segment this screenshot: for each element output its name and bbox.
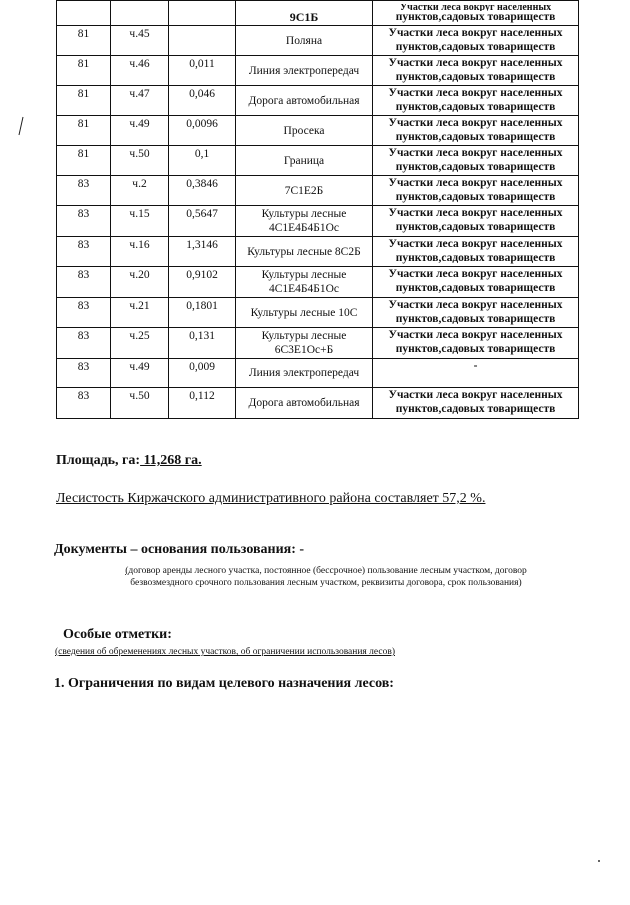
cell-name: Культуры лесные 4С1Е4Б4Б1Ос bbox=[236, 206, 373, 237]
cell-purpose: Участки леса вокруг населенных пунктов,садовых товариществ bbox=[373, 26, 579, 56]
cell-area: 0,5647 bbox=[169, 206, 236, 237]
cell-quarter: 83 bbox=[57, 359, 111, 388]
cell-quarter: 83 bbox=[57, 237, 111, 267]
cell-area: 0,011 bbox=[169, 56, 236, 86]
restrictions-title: 1. Ограничения по видам целевого назначения лесов: bbox=[54, 676, 394, 691]
cell-area: 1,3146 bbox=[169, 237, 236, 267]
table-row bbox=[57, 86, 579, 116]
cell-part: ч.47 bbox=[111, 86, 169, 116]
table-row bbox=[57, 116, 579, 146]
cell-name: Культуры лесные 6С3Е1Ос+Б bbox=[236, 328, 373, 359]
table-row bbox=[57, 146, 579, 176]
cell-purpose: Участки леса вокруг населенных пунктов,садовых товариществ bbox=[373, 176, 579, 206]
cell-name: 9С1Б bbox=[236, 1, 373, 26]
cell-purpose: Участки леса вокруг населенных пунктов,садовых товариществ bbox=[373, 86, 579, 116]
cell-quarter: 83 bbox=[57, 328, 111, 359]
cell-purpose: Участки леса вокруг населенных пунктов,садовых товариществ bbox=[373, 298, 579, 328]
cell-area: 0,0096 bbox=[169, 116, 236, 146]
cell-name: Граница bbox=[236, 146, 373, 176]
cell-part: ч.50 bbox=[111, 146, 169, 176]
cell-part: ч.20 bbox=[111, 267, 169, 298]
forest-parcels-table bbox=[56, 0, 579, 419]
documents-title: Документы – основания пользования: - bbox=[54, 542, 305, 557]
special-marks-note: (сведения об обременениях лесных участков, об ограничении использования лесов) bbox=[55, 647, 395, 657]
cell-name: Культуры лесные 10С bbox=[236, 298, 373, 328]
cell-quarter: 81 bbox=[57, 26, 111, 56]
table-row bbox=[57, 176, 579, 206]
cell-area: 0,009 bbox=[169, 359, 236, 388]
scan-speck bbox=[598, 860, 600, 862]
cell-part: ч.15 bbox=[111, 206, 169, 237]
table-row bbox=[57, 298, 579, 328]
cell-purpose: Участки леса вокруг населенных пунктов,садовых товариществ bbox=[373, 146, 579, 176]
cell-name: 7С1Е2Б bbox=[236, 176, 373, 206]
cell-quarter: 81 bbox=[57, 146, 111, 176]
cell-purpose: Участки леса вокруг населенных пунктов,садовых товариществ bbox=[373, 56, 579, 86]
cell-name: Дорога автомобильная bbox=[236, 388, 373, 419]
table-row bbox=[57, 56, 579, 86]
cell-purpose: Участки леса вокруг населенных пунктов,садовых товариществ bbox=[373, 328, 579, 359]
cell-quarter: 83 bbox=[57, 388, 111, 419]
area-summary bbox=[56, 453, 202, 469]
forest-cover-statement: Лесистость Киржачского административного района составляет 57,2 %. bbox=[56, 491, 486, 506]
pen-stroke-mark bbox=[18, 116, 24, 136]
cell-purpose: Участки леса вокруг населенных пунктов,садовых товариществ bbox=[373, 267, 579, 298]
cell-area: 0,112 bbox=[169, 388, 236, 419]
cell-purpose: Участки леса вокруг населенных пунктов,садовых товариществ bbox=[373, 116, 579, 146]
cell-area: 0,3846 bbox=[169, 176, 236, 206]
cell-area: 0,1801 bbox=[169, 298, 236, 328]
cell-part: ч.49 bbox=[111, 359, 169, 388]
cell-part: ч.21 bbox=[111, 298, 169, 328]
documents-note: (договор аренды лесного участка, постоянное (бессрочное) пользование лесным участком, договор безвозмездного срочного пользования лесным участком, реквизиты договора, срок пользования) bbox=[125, 566, 527, 588]
table-row bbox=[57, 237, 579, 267]
cell-area bbox=[169, 26, 236, 56]
table-row bbox=[57, 206, 579, 237]
table-row bbox=[57, 359, 579, 388]
cell-part: ч.46 bbox=[111, 56, 169, 86]
cell-part: ч.49 bbox=[111, 116, 169, 146]
cell-name: Поляна bbox=[236, 26, 373, 56]
cell-quarter: 83 bbox=[57, 267, 111, 298]
area-value: 11,268 га. bbox=[140, 453, 202, 468]
cell-part: ч.2 bbox=[111, 176, 169, 206]
cell-area: 0,131 bbox=[169, 328, 236, 359]
table-row bbox=[57, 328, 579, 359]
cell-quarter: 81 bbox=[57, 116, 111, 146]
cell-name: Культуры лесные 8С2Б bbox=[236, 237, 373, 267]
cell-quarter: 81 bbox=[57, 86, 111, 116]
cell-name: Дорога автомобильная bbox=[236, 86, 373, 116]
cell-quarter: 83 bbox=[57, 298, 111, 328]
cell-name: Линия электропередач bbox=[236, 56, 373, 86]
table-row-partial bbox=[57, 1, 579, 26]
area-label: Площадь, га: bbox=[56, 453, 141, 468]
table-row bbox=[57, 26, 579, 56]
cell-purpose: Участки леса вокруг населенных пунктов,садовых товариществ bbox=[373, 1, 579, 26]
cell-name: Просека bbox=[236, 116, 373, 146]
cell-name: Культуры лесные 4С1Е4Б4Б1Ос bbox=[236, 267, 373, 298]
special-marks-title: Особые отметки: bbox=[63, 627, 172, 642]
cell-purpose: - bbox=[373, 359, 579, 388]
cell-quarter: 83 bbox=[57, 206, 111, 237]
table-row bbox=[57, 388, 579, 419]
cell-area: 0,1 bbox=[169, 146, 236, 176]
cell-part: ч.16 bbox=[111, 237, 169, 267]
cell-purpose: Участки леса вокруг населенных пунктов,садовых товариществ bbox=[373, 237, 579, 267]
cell-purpose: Участки леса вокруг населенных пунктов,садовых товариществ bbox=[373, 388, 579, 419]
cell-area: 0,046 bbox=[169, 86, 236, 116]
cell-part: ч.25 bbox=[111, 328, 169, 359]
cell-purpose: Участки леса вокруг населенных пунктов,садовых товариществ bbox=[373, 206, 579, 237]
cell-name: Линия электропередач bbox=[236, 359, 373, 388]
cell-quarter: 81 bbox=[57, 56, 111, 86]
cell-part: ч.50 bbox=[111, 388, 169, 419]
cell-part: ч.45 bbox=[111, 26, 169, 56]
cell-quarter: 83 bbox=[57, 176, 111, 206]
cell-area: 0,9102 bbox=[169, 267, 236, 298]
table-row bbox=[57, 267, 579, 298]
